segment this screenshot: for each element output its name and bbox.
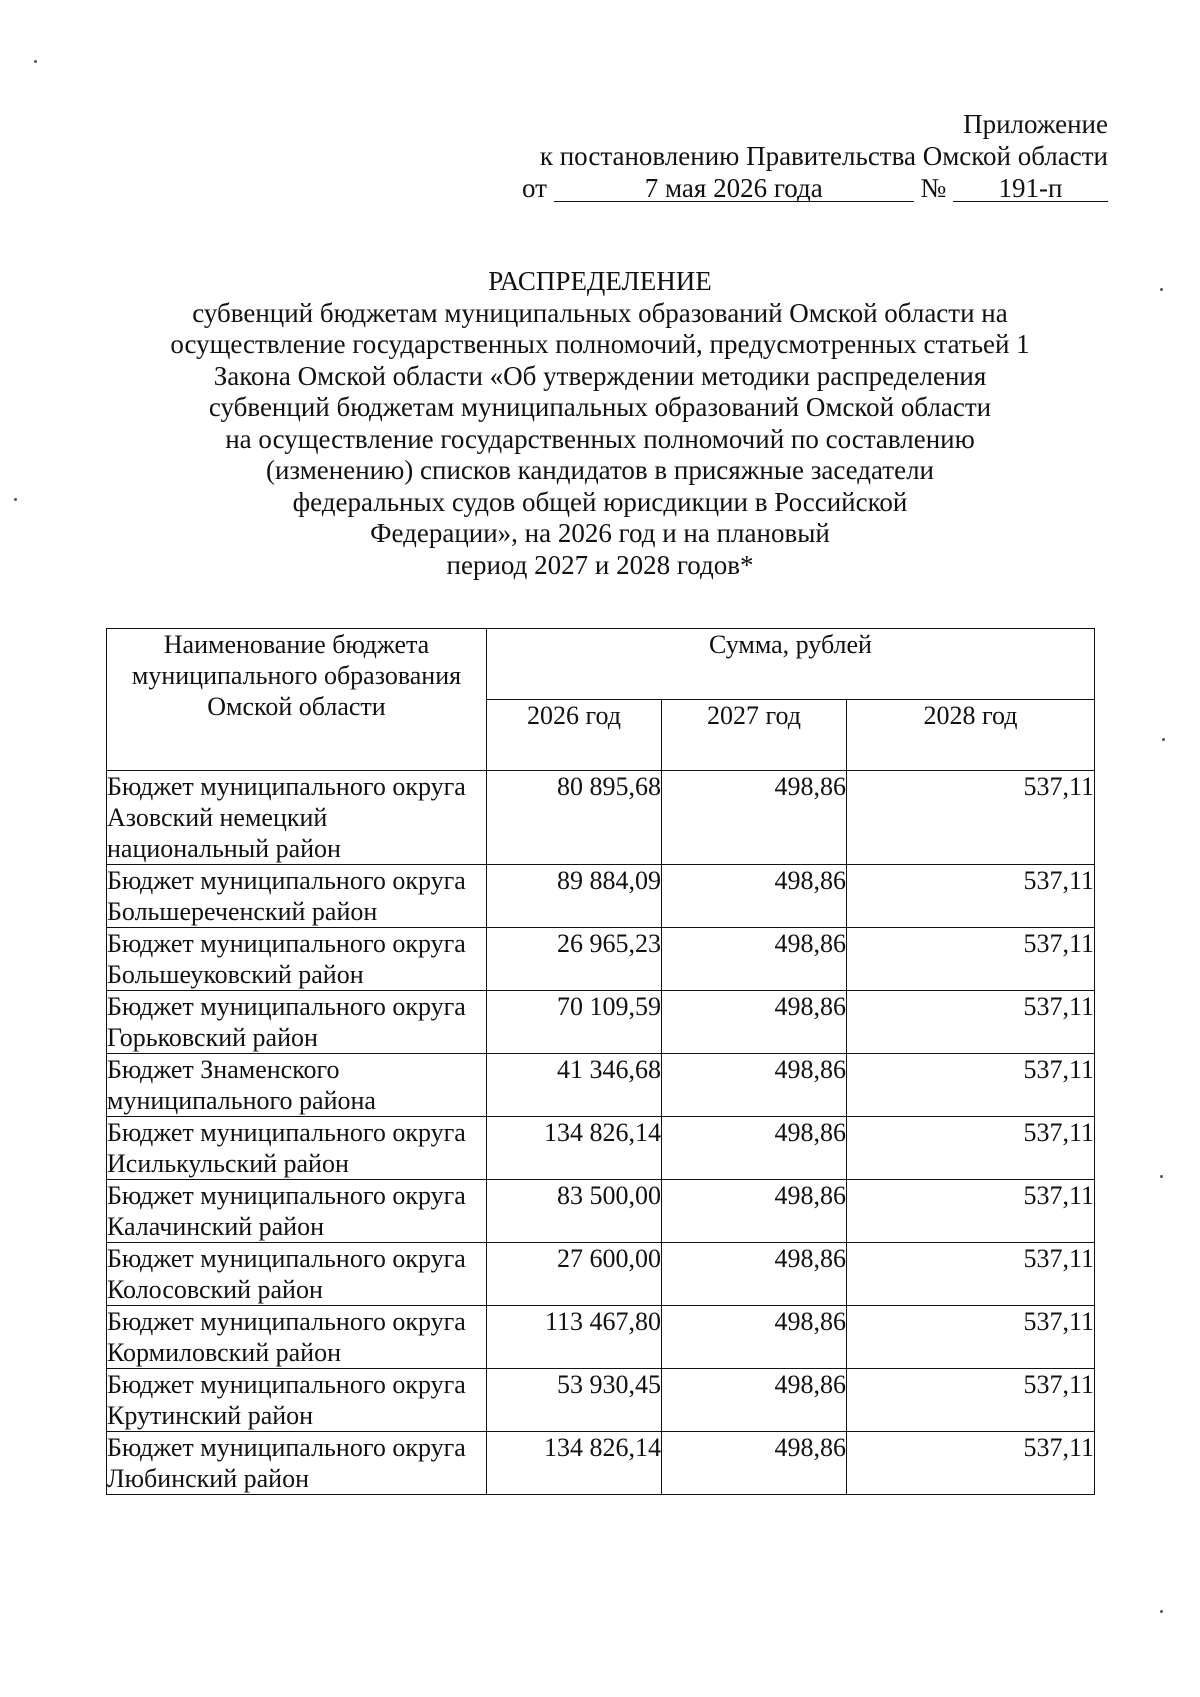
- budget-name: Бюджет муниципального округа Колосовский район: [107, 1243, 487, 1306]
- amount-2027: 498,86: [662, 1306, 847, 1369]
- amount-2026: 27 600,00: [487, 1243, 662, 1306]
- document-header: [522, 108, 1108, 204]
- amount-2026: 26 965,23: [487, 928, 662, 991]
- title-line: федеральных судов общей юрисдикции в Российской: [292, 486, 908, 517]
- amount-2026: 134 826,14: [487, 1117, 662, 1180]
- amount-2028: 537,11: [847, 771, 1095, 865]
- amount-2026: 83 500,00: [487, 1180, 662, 1243]
- amount-2027: 498,86: [662, 1117, 847, 1180]
- year-header-2026: 2026 год: [487, 700, 662, 771]
- from-label: от: [522, 173, 547, 203]
- title-line: Закона Омской области «Об утверждении методики распределения: [213, 360, 987, 391]
- budget-name: Бюджет муниципального округа Большереченский район: [107, 865, 487, 928]
- amount-2028: 537,11: [847, 1054, 1095, 1117]
- resolution-date: 7 мая 2026 года: [554, 175, 914, 202]
- distribution-table: [106, 628, 1095, 1495]
- amount-2027: 498,86: [662, 1243, 847, 1306]
- table-row: [107, 928, 1095, 991]
- amount-2026: 70 109,59: [487, 991, 662, 1054]
- amount-2026: 134 826,14: [487, 1432, 662, 1495]
- date-number-line: [522, 172, 1108, 204]
- title-line: на осуществление государственных полномочий по составлению: [225, 423, 975, 454]
- amount-2028: 537,11: [847, 1432, 1095, 1495]
- amount-2026: 113 467,80: [487, 1306, 662, 1369]
- table-row: [107, 865, 1095, 928]
- table-row: [107, 1243, 1095, 1306]
- table-row: [107, 1054, 1095, 1117]
- table-row: [107, 1306, 1095, 1369]
- amount-2027: 498,86: [662, 1054, 847, 1117]
- budget-name: Бюджет муниципального округа Исилькульский район: [107, 1117, 487, 1180]
- budget-name: Бюджет муниципального округа Калачинский район: [107, 1180, 487, 1243]
- amount-2026: 41 346,68: [487, 1054, 662, 1117]
- table-row: [107, 771, 1095, 865]
- table-row: [107, 1117, 1095, 1180]
- budget-name: Бюджет муниципального округа Крутинский район: [107, 1369, 487, 1432]
- title-line: (изменению) списков кандидатов в присяжные заседатели: [265, 455, 935, 485]
- amount-2027: 498,86: [662, 1369, 847, 1432]
- amount-2027: 498,86: [662, 928, 847, 991]
- appendix-label: Приложение: [963, 109, 1108, 139]
- budget-name: Бюджет муниципального округа Горьковский район: [107, 991, 487, 1054]
- resolution-number: 191-п: [953, 175, 1108, 202]
- budget-name: Бюджет муниципального округа Любинский район: [107, 1432, 487, 1495]
- amount-2026: 89 884,09: [487, 865, 662, 928]
- amount-2026: 53 930,45: [487, 1369, 662, 1432]
- document-title: [100, 266, 1100, 581]
- amount-2028: 537,11: [847, 1369, 1095, 1432]
- number-sign: №: [920, 173, 947, 203]
- table-row: [107, 1369, 1095, 1432]
- amount-2028: 537,11: [847, 928, 1095, 991]
- amount-2027: 498,86: [662, 1180, 847, 1243]
- amount-2027: 498,86: [662, 771, 847, 865]
- title-line: субвенций бюджетам муниципальных образований Омской области: [208, 392, 992, 422]
- amount-2027: 498,86: [662, 1432, 847, 1495]
- title-line: Федерации», на 2026 год и на плановый: [370, 518, 830, 548]
- amount-2028: 537,11: [847, 991, 1095, 1054]
- name-column-header: Наименование бюджета муниципального образования Омской области: [107, 629, 487, 771]
- budget-name: Бюджет муниципального округа Азовский немецкий национальный район: [107, 771, 487, 865]
- year-header-2027: 2027 год: [662, 700, 847, 771]
- year-header-2028: 2028 год: [847, 700, 1095, 771]
- resolution-reference: к постановлению Правительства Омской области: [539, 141, 1108, 171]
- title-line: осуществление государственных полномочий, предусмотренных статьей 1: [170, 329, 1030, 359]
- amount-2027: 498,86: [662, 865, 847, 928]
- title-heading: РАСПРЕДЕЛЕНИЕ: [488, 266, 712, 296]
- amount-2026: 80 895,68: [487, 771, 662, 865]
- budget-name: Бюджет Знаменского муниципального района: [107, 1054, 487, 1117]
- budget-name: Бюджет муниципального округа Кормиловский район: [107, 1306, 487, 1369]
- amount-2027: 498,86: [662, 991, 847, 1054]
- table-row: [107, 1180, 1095, 1243]
- sum-column-header: Сумма, рублей: [487, 629, 1095, 700]
- amount-2028: 537,11: [847, 1117, 1095, 1180]
- amount-2028: 537,11: [847, 865, 1095, 928]
- table-row: [107, 991, 1095, 1054]
- title-line: период 2027 и 2028 годов*: [446, 549, 754, 580]
- amount-2028: 537,11: [847, 1180, 1095, 1243]
- table-row: [107, 1432, 1095, 1495]
- amount-2028: 537,11: [847, 1306, 1095, 1369]
- budget-name: Бюджет муниципального округа Большеуковский район: [107, 928, 487, 991]
- amount-2028: 537,11: [847, 1243, 1095, 1306]
- title-line: субвенций бюджетам муниципальных образований Омской области на: [192, 297, 1008, 328]
